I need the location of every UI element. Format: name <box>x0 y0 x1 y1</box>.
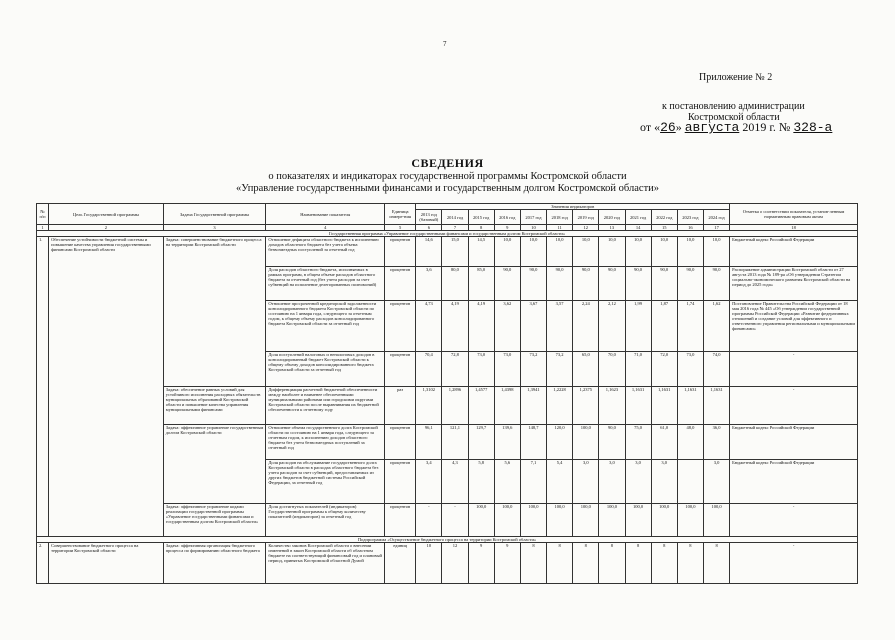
value-cell: 3,62 <box>494 301 520 352</box>
value-cell: 139,6 <box>494 425 520 460</box>
indicator-name: Отношение просроченной кредиторской задолженности консолидированного бюджета Костромской области по состоянию на 1 января года, следующего за отчетным годом, к общему объему расходов консолидированного бюджета Костромской области за отчетный год <box>266 301 385 352</box>
value-cell: 8 <box>677 543 703 584</box>
compliance-note: - <box>730 352 858 387</box>
value-cell: 90,0 <box>651 267 677 301</box>
value-cell: 100,0 <box>573 504 599 537</box>
indicator-name: Доля расходов областного бюджета, исполняемых в рамках программ, в общем объеме расходов областного бюджета за отчетный год (без учета расходов за счет субвенций на исполнение делегированных полномочий) <box>266 267 385 301</box>
subprogram-title: Государственная программа «Управление государственными финансами и государственным долгом Костромской области» <box>37 231 858 237</box>
value-cell: 100,0 <box>547 504 573 537</box>
header-year: 2020 год <box>599 210 625 225</box>
value-cell: 1,62 <box>703 301 729 352</box>
column-number: 8 <box>468 225 494 231</box>
decree-line-2: Костромской области <box>688 112 780 123</box>
goal-cell: Обеспечение устойчивости бюджетной системы и повышение качества управления государственными финансами Костромской области <box>49 237 164 537</box>
column-number: 16 <box>677 225 703 231</box>
compliance-note: Постановление Правительства Российской Федерации от 18 мая 2016 года № 445 «Об утверждении государственной программы Российской Федерации «Развитие федеративных отношений и создание условий для эффективного и ответственного управления региональными и муниципальными финансами» <box>730 301 858 352</box>
value-cell: 90,0 <box>599 267 625 301</box>
value-cell: 73,2 <box>547 352 573 387</box>
value-cell: 10,0 <box>520 237 546 267</box>
value-cell: 73,0 <box>494 352 520 387</box>
value-cell: 74,0 <box>703 352 729 387</box>
indicator-name: Доля достигнутых показателей (индикаторов) Государственной программы к общему количеству показателей (индикаторов) за отчетный год <box>266 504 385 537</box>
row-number: 1. <box>37 237 49 537</box>
column-number: 6 <box>416 225 442 231</box>
value-cell: 8 <box>625 543 651 584</box>
value-cell: 73,0 <box>468 352 494 387</box>
column-number: 18 <box>730 225 858 231</box>
value-cell: 90,0 <box>677 267 703 301</box>
compliance-note: - <box>730 504 858 537</box>
value-cell: 1,1631 <box>703 387 729 425</box>
value-cell: 100,0 <box>677 504 703 537</box>
value-cell: 61,0 <box>651 425 677 460</box>
column-number: 3 <box>163 225 266 231</box>
header-year: 2016 год <box>494 210 520 225</box>
value-cell: 90,0 <box>494 267 520 301</box>
column-number: 15 <box>651 225 677 231</box>
header-year: 2015 год <box>468 210 494 225</box>
value-cell: 2,12 <box>599 301 625 352</box>
value-cell: 10,0 <box>703 237 729 267</box>
value-cell: 36,0 <box>703 425 729 460</box>
value-cell: 1,1631 <box>677 387 703 425</box>
value-cell: 70,4 <box>416 352 442 387</box>
column-number: 12 <box>573 225 599 231</box>
value-cell: 80,0 <box>442 267 468 301</box>
value-cell: 9 <box>494 543 520 584</box>
header-year: 2023 год <box>677 210 703 225</box>
decree-mid: » <box>675 120 685 134</box>
value-cell: 1,99 <box>625 301 651 352</box>
task-cell: Задача: эффективное управление государственным долгом Костромской области <box>163 425 266 504</box>
header-year: 2014 год <box>442 210 468 225</box>
value-cell: 8 <box>703 543 729 584</box>
unit-cell: процентов <box>385 460 416 504</box>
value-cell: 3,0 <box>651 460 677 504</box>
value-cell: 85,0 <box>468 267 494 301</box>
value-cell <box>677 460 703 504</box>
value-cell: 1,2375 <box>573 387 599 425</box>
decree-from: от « <box>640 120 661 134</box>
value-cell: 129,7 <box>468 425 494 460</box>
column-number: 11 <box>547 225 573 231</box>
value-cell: 71,0 <box>625 352 651 387</box>
value-cell: 4,3 <box>442 460 468 504</box>
header-indicator: Наименование показателя <box>266 204 385 225</box>
value-cell: 9 <box>468 543 494 584</box>
value-cell: 100,0 <box>625 504 651 537</box>
value-cell: 7,1 <box>520 460 546 504</box>
value-cell: 4,73 <box>416 301 442 352</box>
value-cell: 90,0 <box>573 267 599 301</box>
value-cell: 3,0 <box>573 460 599 504</box>
column-number: 4 <box>266 225 385 231</box>
value-cell: 90,0 <box>625 267 651 301</box>
header-year: 2021 год <box>625 210 651 225</box>
value-cell: 100,0 <box>520 504 546 537</box>
header-unit: Единица измере-ния <box>385 204 416 225</box>
unit-cell: процентов <box>385 504 416 537</box>
value-cell: 10,0 <box>547 237 573 267</box>
value-cell: 100,0 <box>599 504 625 537</box>
value-cell: 10,0 <box>494 237 520 267</box>
value-cell: 90,0 <box>599 425 625 460</box>
document-subtitle-1: о показателях и индикаторах государственной программы Костромской области <box>268 171 627 182</box>
column-number: 1 <box>37 225 49 231</box>
value-cell: 5,8 <box>468 460 494 504</box>
indicator-name: Доля расходов на обслуживание государственного долга Костромской области в расходах областного бюджета без учета расходов за счет субвенций, предоставляемых из других бюджетов бюджетной системы Российской Федерации, за отчетный год <box>266 460 385 504</box>
value-cell: 90,0 <box>547 267 573 301</box>
value-cell: 1,87 <box>651 301 677 352</box>
unit-cell: единиц <box>385 543 416 584</box>
value-cell: 70,0 <box>599 352 625 387</box>
column-number: 5 <box>385 225 416 231</box>
document-title: СВЕДЕНИЯ <box>411 156 484 170</box>
indicator-name: Доля поступлений налоговых и неналоговых доходов в консолидированный бюджет Костромской области к общему объему доходов консолидированного бюджета Костромской области за отчетный год <box>266 352 385 387</box>
value-cell: 10,0 <box>573 237 599 267</box>
value-cell: 1,3102 <box>416 387 442 425</box>
header-year: 2013 год (базовый) <box>416 210 442 225</box>
value-cell: 1,1631 <box>651 387 677 425</box>
indicator-name: Отношение дефицита областного бюджета к исполнению доходов областного бюджета без учета объема безвозмездных поступлений за отчетный год <box>266 237 385 267</box>
header-year: 2018 год <box>547 210 573 225</box>
appendix-label: Приложение № 2 <box>699 72 773 83</box>
value-cell: 3,57 <box>547 301 573 352</box>
compliance-note: Распоряжение администрации Костромской области от 27 августа 2013 года № 189-ра «Об утверждении Стратегии социально-экономического развития Костромской области на период до 2025 года» <box>730 267 858 301</box>
value-cell: 121,1 <box>442 425 468 460</box>
column-number: 13 <box>599 225 625 231</box>
value-cell: 1,74 <box>677 301 703 352</box>
indicator-name: Отношение объема государственного долга Костромской области по состоянию на 1 января года, следующего за отчетным годом, к исполнению доходов областного бюджета без учета безвозмездных поступлений за отчетный год <box>266 425 385 460</box>
goal-cell: Совершенствование бюджетного процесса на территории Костромской области <box>49 543 164 584</box>
unit-cell: процентов <box>385 237 416 267</box>
value-cell: 8 <box>520 543 546 584</box>
value-cell: 15,0 <box>442 237 468 267</box>
decree-year: 2019 г. № <box>742 120 791 134</box>
task-cell: Задача: обеспечение равных условий для устойчивого исполнения расходных обязательств муниципальных образований Костромской области и повышение качества управления муниципальными финансами <box>163 387 266 425</box>
value-cell: 8 <box>547 543 573 584</box>
value-cell: 4,19 <box>442 301 468 352</box>
column-number: 14 <box>625 225 651 231</box>
value-cell: 96,1 <box>416 425 442 460</box>
header-values: Значения индикаторов <box>416 204 730 210</box>
compliance-note: - <box>730 387 858 425</box>
task-cell: Задача: эффективное управление кодами реализации государственной программы «Управление государственными финансами и государственным долгом Костромской области» <box>163 504 266 537</box>
unit-cell: процентов <box>385 267 416 301</box>
value-cell: 100,0 <box>468 504 494 537</box>
value-cell: 100,0 <box>703 504 729 537</box>
indicator-name: Дифференциация расчетной бюджетной обеспеченности между наиболее и наименее обеспеченными муниципальными районами или городскими округами Костромской области после выравнивания их бюджетной обеспеченности к отчетному году <box>266 387 385 425</box>
value-cell: 1,2896 <box>442 387 468 425</box>
decree-line-1: к постановлению администрации <box>662 101 805 112</box>
document-subtitle-2: «Управление государственными финансами и государственным долгом Костромской области» <box>235 183 660 194</box>
compliance-note: Бюджетный кодекс Российской Федерации <box>730 237 858 267</box>
indicators-table <box>36 203 858 584</box>
value-cell: 1,4577 <box>468 387 494 425</box>
decree-number: 328-а <box>793 120 833 135</box>
value-cell: 73,2 <box>520 352 546 387</box>
value-cell: - <box>416 504 442 537</box>
value-cell: 5,4 <box>547 460 573 504</box>
value-cell: 65,0 <box>573 352 599 387</box>
compliance-note: Бюджетный кодекс Российской Федерации <box>730 425 858 460</box>
header-num: № п/п <box>37 204 49 225</box>
value-cell: 4,19 <box>468 301 494 352</box>
unit-cell: процентов <box>385 352 416 387</box>
value-cell: 12 <box>442 543 468 584</box>
value-cell: 1,4398 <box>494 387 520 425</box>
column-number: 17 <box>703 225 729 231</box>
value-cell: 10,0 <box>677 237 703 267</box>
header-year: 2022 год <box>651 210 677 225</box>
value-cell: 3,0 <box>625 460 651 504</box>
value-cell: 1,2228 <box>547 387 573 425</box>
value-cell: 2,24 <box>573 301 599 352</box>
decree-month: августа <box>684 120 740 135</box>
value-cell: 14,6 <box>416 237 442 267</box>
value-cell: 73,0 <box>677 352 703 387</box>
value-cell: 8 <box>651 543 677 584</box>
value-cell: 3,0 <box>599 460 625 504</box>
value-cell: 1,1631 <box>625 387 651 425</box>
value-cell: 72,0 <box>651 352 677 387</box>
value-cell: 3,4 <box>416 460 442 504</box>
column-number: 7 <box>442 225 468 231</box>
value-cell: 72,8 <box>442 352 468 387</box>
table-row <box>37 543 858 584</box>
value-cell: 10,0 <box>651 237 677 267</box>
indicator-name: Количество законов Костромской области о внесении изменений в закон Костромской области об областном бюджете на соответствующий финансовый год и плановый период, принятых Костромской областной Думой <box>266 543 385 584</box>
value-cell: 100,0 <box>651 504 677 537</box>
table-row <box>37 237 858 267</box>
value-cell: 10 <box>416 543 442 584</box>
value-cell: 1,3941 <box>520 387 546 425</box>
value-cell: 8 <box>599 543 625 584</box>
header-goal: Цель Государственной программы <box>49 204 164 225</box>
value-cell: 148,7 <box>520 425 546 460</box>
header-compliance: Отметка о соответствии показателя, установ-ленным нормативным правовым актам <box>730 204 858 225</box>
value-cell: 14,5 <box>468 237 494 267</box>
column-number: 10 <box>520 225 546 231</box>
decree-date-line <box>640 120 832 135</box>
value-cell: 120,0 <box>547 425 573 460</box>
decree-day: 26 <box>660 120 676 135</box>
value-cell: 1,1623 <box>599 387 625 425</box>
unit-cell: раз <box>385 387 416 425</box>
task-cell: Задача: совершенствование бюджетного процесса на территории Костромской области <box>163 237 266 387</box>
header-year: 2019 год <box>573 210 599 225</box>
unit-cell: процентов <box>385 301 416 352</box>
compliance-note: - <box>730 543 858 584</box>
row-number: 2. <box>37 543 49 584</box>
value-cell: 100,0 <box>494 504 520 537</box>
value-cell: 10,0 <box>625 237 651 267</box>
value-cell: 48,0 <box>677 425 703 460</box>
value-cell: 3,6 <box>416 267 442 301</box>
value-cell: 100,0 <box>573 425 599 460</box>
value-cell: 10,0 <box>599 237 625 267</box>
value-cell: 90,0 <box>520 267 546 301</box>
unit-cell: процентов <box>385 425 416 460</box>
subprogram-title: Подпрограмма «Осуществление бюджетного процесса на территории Костромской области» <box>37 537 858 543</box>
task-cell: Задача: эффективная организация бюджетного процесса по формированию областного бюджета <box>163 543 266 584</box>
compliance-note: Бюджетный кодекс Российской Федерации <box>730 460 858 504</box>
value-cell: - <box>442 504 468 537</box>
column-number: 9 <box>494 225 520 231</box>
header-year: 2017 год <box>520 210 546 225</box>
column-number: 2 <box>49 225 164 231</box>
header-year: 2024 год <box>703 210 729 225</box>
value-cell: 75,0 <box>625 425 651 460</box>
value-cell: 3,67 <box>520 301 546 352</box>
value-cell: 90,0 <box>703 267 729 301</box>
value-cell: 5,6 <box>494 460 520 504</box>
header-task: Задача Государственной программы <box>163 204 266 225</box>
value-cell: 3,0 <box>703 460 729 504</box>
page-number: 7 <box>443 40 447 48</box>
value-cell: 8 <box>573 543 599 584</box>
